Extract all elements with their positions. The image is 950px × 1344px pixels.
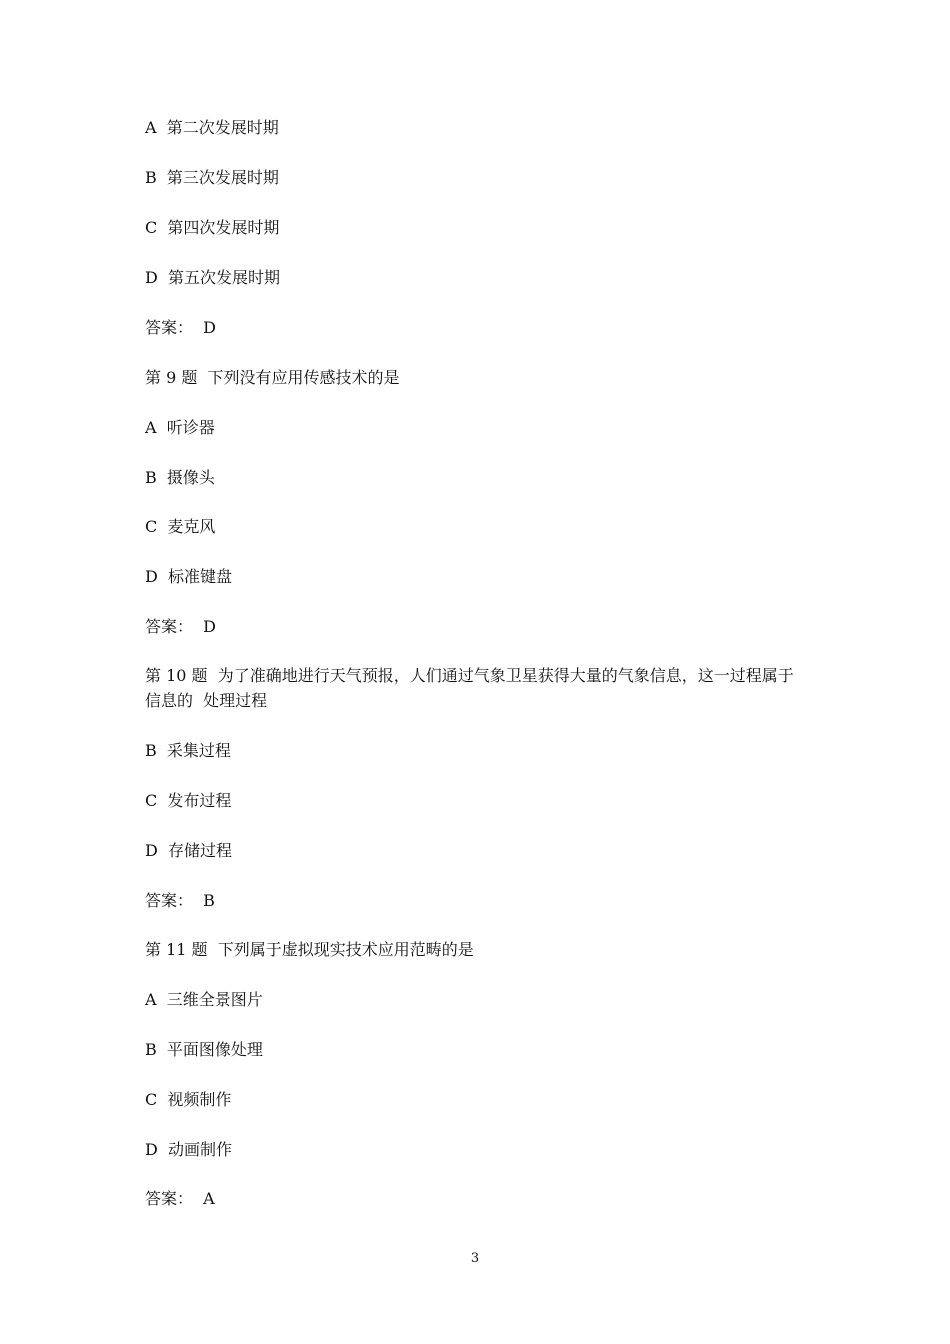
option-a-q8: A 第二次发展时期 <box>145 118 279 137</box>
question-10-line-1: 第 10 题 为了准确地进行天气预报，人们通过气象卫星获得大量的气象信息，这一过程属于 <box>145 666 794 685</box>
answer-q9: 答案： D <box>145 617 217 636</box>
option-c-q9: C 麦克风 <box>145 517 216 536</box>
answer-q10: 答案： B <box>145 891 215 910</box>
option-b-q10: B 采集过程 <box>145 741 231 760</box>
option-d-q10: D 存储过程 <box>145 841 233 860</box>
option-c-q10: C 发布过程 <box>145 791 232 810</box>
question-10-line-2: 信息的 处理过程 <box>145 691 268 710</box>
option-d-q11: D 动画制作 <box>145 1140 233 1159</box>
option-c-q11: C 视频制作 <box>145 1090 232 1109</box>
option-b-q9: B 摄像头 <box>145 468 215 487</box>
option-b-q11: B 平面图像处理 <box>145 1040 263 1059</box>
answer-q8: 答案： D <box>145 318 217 337</box>
option-a-q9: A 听诊器 <box>145 418 215 437</box>
option-b-q8: B 第三次发展时期 <box>145 168 279 187</box>
option-a-q11: A 三维全景图片 <box>145 990 263 1009</box>
page-number: 3 <box>470 1251 480 1266</box>
question-9: 第 9 题 下列没有应用传感技术的是 <box>145 368 400 387</box>
option-c-q8: C 第四次发展时期 <box>145 218 280 237</box>
question-11: 第 11 题 下列属于虚拟现实技术应用范畴的是 <box>145 940 474 959</box>
option-d-q9: D 标准键盘 <box>145 567 233 586</box>
option-d-q8: D 第五次发展时期 <box>145 268 281 287</box>
answer-q11: 答案： A <box>145 1189 215 1208</box>
